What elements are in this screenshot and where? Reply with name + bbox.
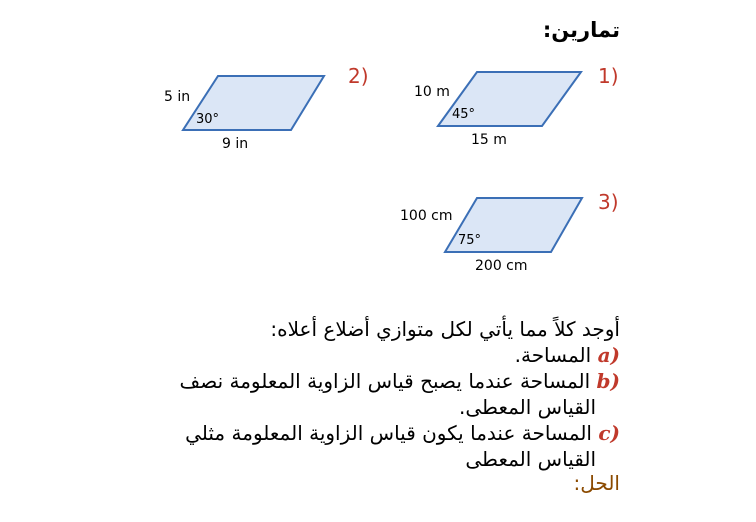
figure-2-side-label: 5 in	[164, 89, 191, 105]
figure-3-base-label: 200 cm	[475, 258, 528, 274]
figure-2-base-label: 9 in	[222, 136, 249, 152]
solution-label: الحل:	[573, 471, 620, 495]
exercises-title: تمارين:	[542, 18, 620, 42]
figure-2-number: 2)	[348, 64, 369, 88]
figure-1-base-label: 15 m	[471, 132, 507, 148]
item-b-marker: (b	[596, 369, 620, 393]
item-c-text-line1: المساحة عندما يكون قياس الزاوية المعلومة مثلي	[185, 421, 592, 445]
question-intro: أوجد كلاً مما يأتي لكل متوازي أضلاع أعلاه:	[270, 317, 620, 341]
item-a-text: المساحة.	[514, 343, 592, 367]
question-item-a	[515, 342, 620, 368]
item-c-marker: (c	[598, 421, 620, 445]
item-c-text-line2: القياس المعطى	[465, 447, 596, 471]
item-b-text-line2: القياس المعطى.	[459, 395, 596, 419]
question-item-c	[185, 420, 620, 446]
item-b-text-line1: المساحة عندما يصبح قياس الزاوية المعلومة نصف	[179, 369, 591, 393]
figure-1-number: 1)	[598, 64, 619, 88]
figure-1-angle-label: 45°	[452, 107, 476, 122]
item-a-marker: (a	[597, 343, 620, 367]
question-item-b	[180, 368, 620, 394]
figure-3-number: 3)	[598, 190, 619, 214]
figure-2-angle-label: 30°	[196, 112, 220, 127]
figure-1-side-label: 10 m	[414, 84, 450, 100]
figure-3-side-label: 100 cm	[400, 208, 453, 224]
figure-3-angle-label: 75°	[458, 233, 482, 248]
